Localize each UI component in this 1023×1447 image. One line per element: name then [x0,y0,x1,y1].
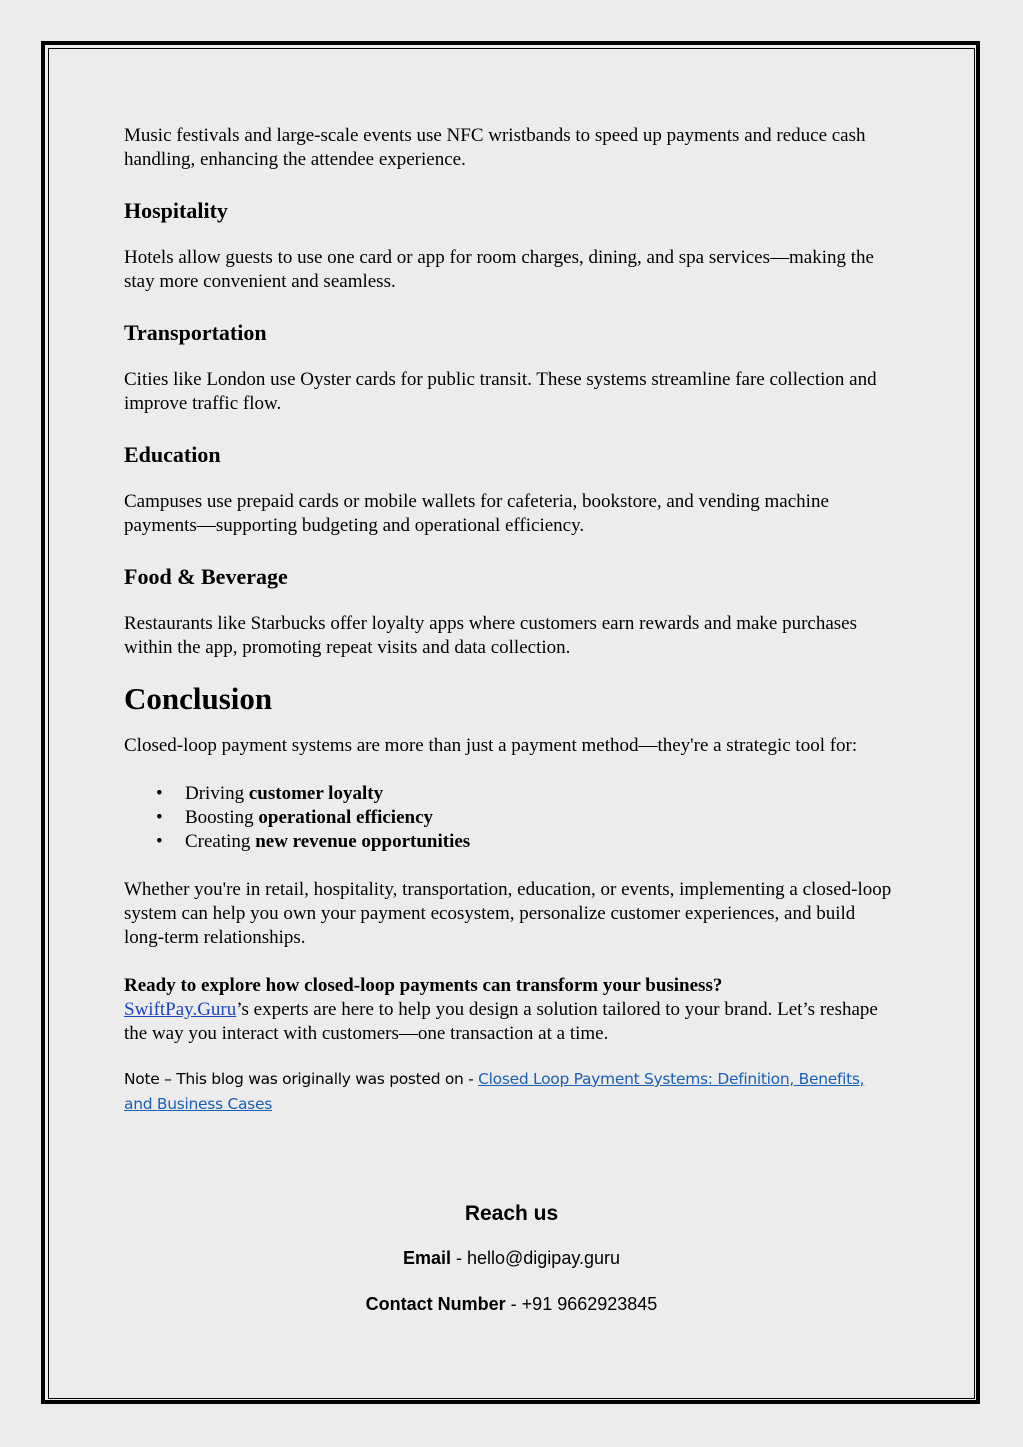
section-heading-food-beverage: Food & Beverage [124,564,288,589]
bullet-item [124,806,896,830]
section-text-transportation: Cities like London use Oyster cards for public transit. These systems streamline fare collection and improve traffic flow. [124,369,877,414]
bullet-prefix: Boosting [185,807,259,828]
bullet-prefix: Driving [185,783,249,804]
email-label: Email [402,1248,451,1268]
section-text-food-beverage: Restaurants like Starbucks offer loyalty apps where customers earn rewards and make purchases within the app, promoting repeat visits and data collection. [124,613,858,658]
bullet-icon: • [156,831,163,852]
email-line [0,1248,1023,1269]
cta-bold-text: Ready to explore how closed-loop payments can transform your business? [124,975,723,996]
intro-paragraph: Music festivals and large-scale events use NFC wristbands to speed up payments and reduce cash handling, enhancing the attendee experience. [124,125,866,170]
bullet-icon: • [156,783,163,804]
email-separator: - [450,1248,467,1268]
bullet-item [124,830,896,854]
swiftpay-guru-link[interactable]: SwiftPay.Guru [124,999,237,1020]
section-heading-education: Education [124,442,221,467]
email-value[interactable]: hello@digipay.guru [466,1248,621,1268]
section-heading-transportation: Transportation [124,320,267,345]
section-text-education: Campuses use prepaid cards or mobile wallets for cafeteria, bookstore, and vending machine payments—supporting budgeting and operational efficiency. [124,491,829,536]
call-to-action [124,974,896,1046]
bullet-bold: customer loyalty [248,783,384,804]
note-prefix: Note – This blog was originally was posted on - [124,1070,479,1088]
reach-us-section [0,1202,1023,1315]
contact-number-separator: - [505,1294,522,1314]
conclusion-heading: Conclusion [124,681,273,716]
conclusion-bullet-list [124,782,896,854]
bullet-bold: new revenue opportunities [255,831,471,852]
section-text-hospitality: Hotels allow guests to use one card or app for room charges, dining, and spa services—making the stay more convenient and seamless. [124,247,874,292]
bullet-icon: • [156,807,163,828]
contact-number-line [0,1294,1023,1315]
conclusion-lead: Closed-loop payment systems are more than just a payment method—they're a strategic tool for: [124,735,858,756]
bullet-bold: operational efficiency [258,807,434,828]
contact-number-label: Contact Number [365,1294,506,1314]
original-post-link[interactable]: Closed Loop Payment Systems: Definition, Benefits, and Business Cases [124,1070,865,1113]
conclusion-summary: Whether you're in retail, hospitality, transportation, education, or events, implementing a closed-loop system can help you own your payment ecosystem, personalize customer experiences, and build long-term relationships. [124,879,892,948]
document-body [124,124,896,1117]
section-heading-hospitality: Hospitality [124,198,228,223]
reach-us-title: Reach us [464,1202,559,1225]
bullet-item [124,782,896,806]
source-note [124,1067,896,1117]
contact-number-value[interactable]: +91 9662923845 [521,1294,658,1314]
cta-rest-text: ’s experts are here to help you design a solution tailored to your brand. Let’s reshape the way you interact with customers—one transaction at a time. [124,999,878,1044]
bullet-prefix: Creating [185,831,256,852]
